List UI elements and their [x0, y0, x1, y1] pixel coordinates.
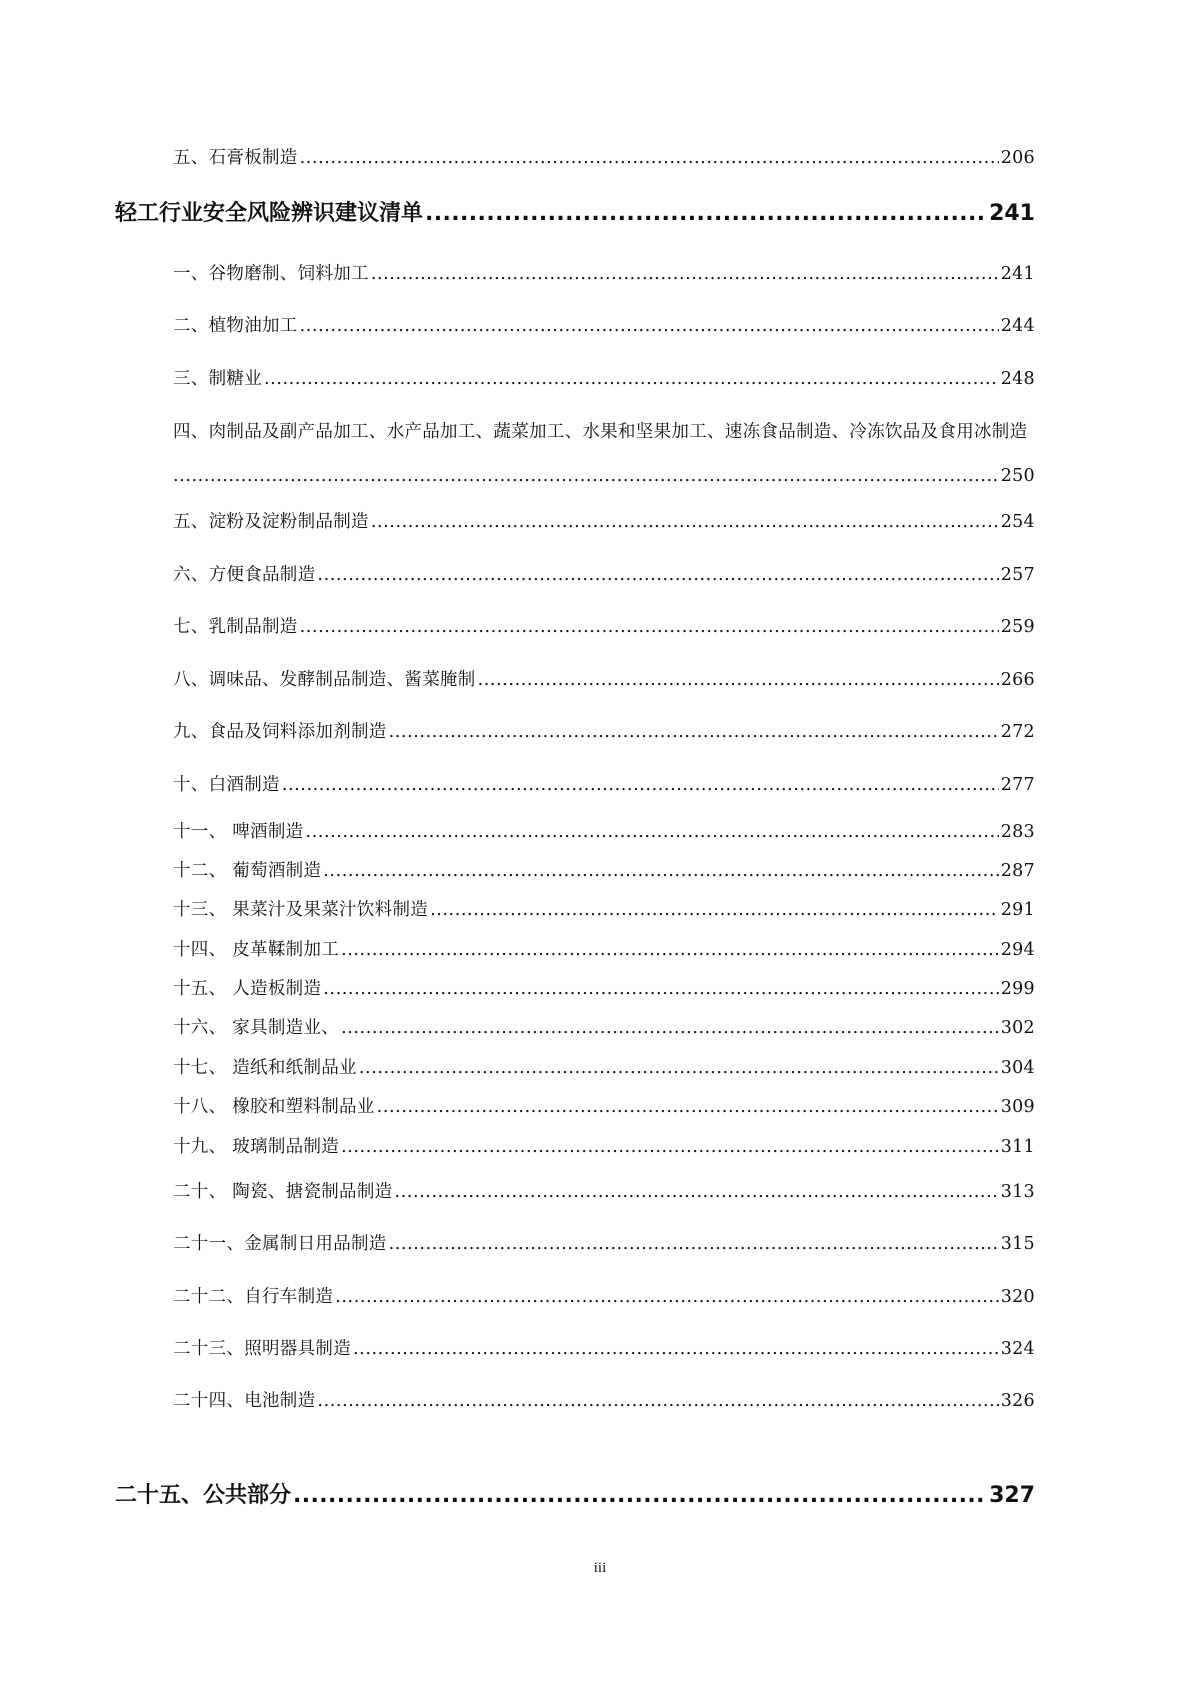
- toc-entry[interactable]: [173, 144, 1035, 169]
- toc-entry[interactable]: [173, 1387, 1035, 1412]
- toc-entry[interactable]: [173, 1335, 1035, 1360]
- toc-entry-label: 二十四、电池制造: [173, 1391, 316, 1411]
- toc-entry-page: 324: [1000, 1339, 1035, 1359]
- toc-entry-page: 244: [1000, 316, 1035, 336]
- toc-entry-page: 326: [1000, 1391, 1035, 1411]
- dot-leader: [377, 1097, 999, 1117]
- dot-leader: [323, 979, 998, 999]
- dot-leader: [371, 264, 999, 284]
- toc-entry-page: 302: [1000, 1018, 1035, 1038]
- toc-entry-label: 二十、 陶瓷、搪瓷制品制造: [173, 1182, 393, 1202]
- dot-leader: [389, 1234, 999, 1254]
- toc-entry-page: 304: [1000, 1058, 1035, 1078]
- dot-leader: [300, 617, 999, 637]
- dot-leader: [341, 940, 999, 960]
- toc-entry[interactable]: [173, 975, 1035, 1000]
- toc-entry[interactable]: [173, 666, 1035, 691]
- toc-entry-continuation[interactable]: [173, 466, 1035, 486]
- toc-entry-wrapped-label[interactable]: 四、肉制品及副产品加工、水产品加工、蔬菜加工、水果和坚果加工、速冻食品制造、冷冻饮品及食用冰制造: [173, 422, 1028, 442]
- toc-entry-label: 十、白酒制造: [173, 775, 280, 795]
- toc-entry-label: 七、乳制品制造: [173, 617, 298, 637]
- toc-entry-label: 五、石膏板制造: [173, 148, 298, 168]
- toc-entry-page: 254: [1000, 512, 1035, 532]
- toc-entry[interactable]: [173, 1014, 1035, 1039]
- toc-entry-page: 250: [1000, 466, 1035, 486]
- dot-leader: [323, 861, 998, 881]
- dot-leader: [264, 369, 999, 389]
- toc-entry-label: 二十三、照明器具制造: [173, 1339, 351, 1359]
- toc-section-page: 327: [989, 1483, 1035, 1508]
- dot-leader: [341, 1018, 999, 1038]
- toc-entry[interactable]: [173, 1230, 1035, 1255]
- toc-section-heading[interactable]: [115, 1478, 1035, 1509]
- dot-leader: [478, 670, 999, 690]
- toc-entry[interactable]: [173, 896, 1035, 921]
- toc-entry[interactable]: [173, 312, 1035, 337]
- toc-entry-label: 二、植物油加工: [173, 316, 298, 336]
- dot-leader: [359, 1058, 999, 1078]
- toc-entry-label: 十一、 啤酒制造: [173, 822, 304, 842]
- toc-entry-label: 十五、 人造板制造: [173, 979, 322, 999]
- toc-entry-page: 272: [1000, 722, 1035, 742]
- dot-leader: [282, 775, 999, 795]
- toc-entry[interactable]: [173, 1093, 1035, 1118]
- toc-entry-page: 313: [1000, 1182, 1035, 1202]
- toc-entry-page: 283: [1000, 822, 1035, 842]
- toc-entry-page: 311: [1000, 1137, 1035, 1157]
- dot-leader: [317, 1391, 998, 1411]
- toc-section-page: 241: [989, 201, 1035, 226]
- toc-entry[interactable]: [173, 936, 1035, 961]
- page-number: iii: [593, 1560, 607, 1576]
- toc-entry-label: 九、食品及饲料添加剂制造: [173, 722, 387, 742]
- toc-section-heading[interactable]: [115, 196, 1035, 227]
- toc-entry-page: 277: [1000, 775, 1035, 795]
- toc-entry[interactable]: [173, 1054, 1035, 1079]
- toc-entry[interactable]: [173, 1283, 1035, 1308]
- toc-entry-page: 309: [1000, 1097, 1035, 1117]
- toc-entry-page: 248: [1000, 369, 1035, 389]
- toc-entry-page: 294: [1000, 940, 1035, 960]
- toc-entry-label: 五、淀粉及淀粉制品制造: [173, 512, 369, 532]
- toc-entry-label: 六、方便食品制造: [173, 565, 316, 585]
- dot-leader: [293, 1483, 987, 1508]
- toc-entry[interactable]: [173, 561, 1035, 586]
- dot-leader: [394, 1182, 998, 1202]
- toc-entry-label: 十二、 葡萄酒制造: [173, 861, 322, 881]
- toc-entry[interactable]: [173, 1178, 1035, 1203]
- toc-entry[interactable]: [173, 857, 1035, 882]
- toc-entry-page: 206: [1000, 148, 1035, 168]
- toc-entry-label: 十三、 果菜汁及果菜汁饮料制造: [173, 900, 429, 920]
- dot-leader: [305, 822, 998, 842]
- dot-leader: [335, 1287, 998, 1307]
- toc-entry[interactable]: [173, 508, 1035, 533]
- dot-leader: [425, 201, 987, 226]
- toc-entry[interactable]: [173, 771, 1035, 796]
- toc-section-label: 二十五、公共部分: [115, 1483, 292, 1508]
- toc-entry-label: 十六、 家具制造业、: [173, 1018, 340, 1038]
- toc-entry-label: 八、调味品、发酵制品制造、酱菜腌制: [173, 670, 476, 690]
- dot-leader: [300, 316, 999, 336]
- toc-entry-label: 三、制糖业: [173, 369, 262, 389]
- toc-entry-page: 291: [1000, 900, 1035, 920]
- dot-leader: [341, 1137, 999, 1157]
- toc-entry-label: 十八、 橡胶和塑料制品业: [173, 1097, 375, 1117]
- toc-entry-label: 十四、 皮革鞣制加工: [173, 940, 340, 960]
- toc-entry-label: 一、谷物磨制、饲料加工: [173, 264, 369, 284]
- toc-section-label: 轻工行业安全风险辨识建议清单: [115, 201, 424, 226]
- toc-entry[interactable]: [173, 365, 1035, 390]
- dot-leader: [371, 512, 999, 532]
- toc-entry[interactable]: [173, 1133, 1035, 1158]
- toc-entry-label: 二十二、自行车制造: [173, 1287, 334, 1307]
- dot-leader: [389, 722, 999, 742]
- dot-leader: [173, 466, 999, 486]
- toc-entry-page: 266: [1000, 670, 1035, 690]
- toc-entry[interactable]: [173, 718, 1035, 743]
- toc-entry[interactable]: [173, 260, 1035, 285]
- dot-leader: [430, 900, 999, 920]
- dot-leader: [317, 565, 998, 585]
- toc-entry-page: 315: [1000, 1234, 1035, 1254]
- toc-entry-page: 320: [1000, 1287, 1035, 1307]
- toc-entry-page: 299: [1000, 979, 1035, 999]
- toc-entry-page: 259: [1000, 617, 1035, 637]
- toc-entry-label: 十九、 玻璃制品制造: [173, 1137, 340, 1157]
- toc-entry-page: 287: [1000, 861, 1035, 881]
- toc-entry-label: 十七、 造纸和纸制品业: [173, 1058, 357, 1078]
- toc-entry-page: 241: [1000, 264, 1035, 284]
- toc-entry[interactable]: [173, 613, 1035, 638]
- toc-entry-label: 二十一、金属制日用品制造: [173, 1234, 387, 1254]
- dot-leader: [300, 148, 999, 168]
- dot-leader: [353, 1339, 999, 1359]
- toc-entry[interactable]: [173, 818, 1035, 843]
- toc-entry-page: 257: [1000, 565, 1035, 585]
